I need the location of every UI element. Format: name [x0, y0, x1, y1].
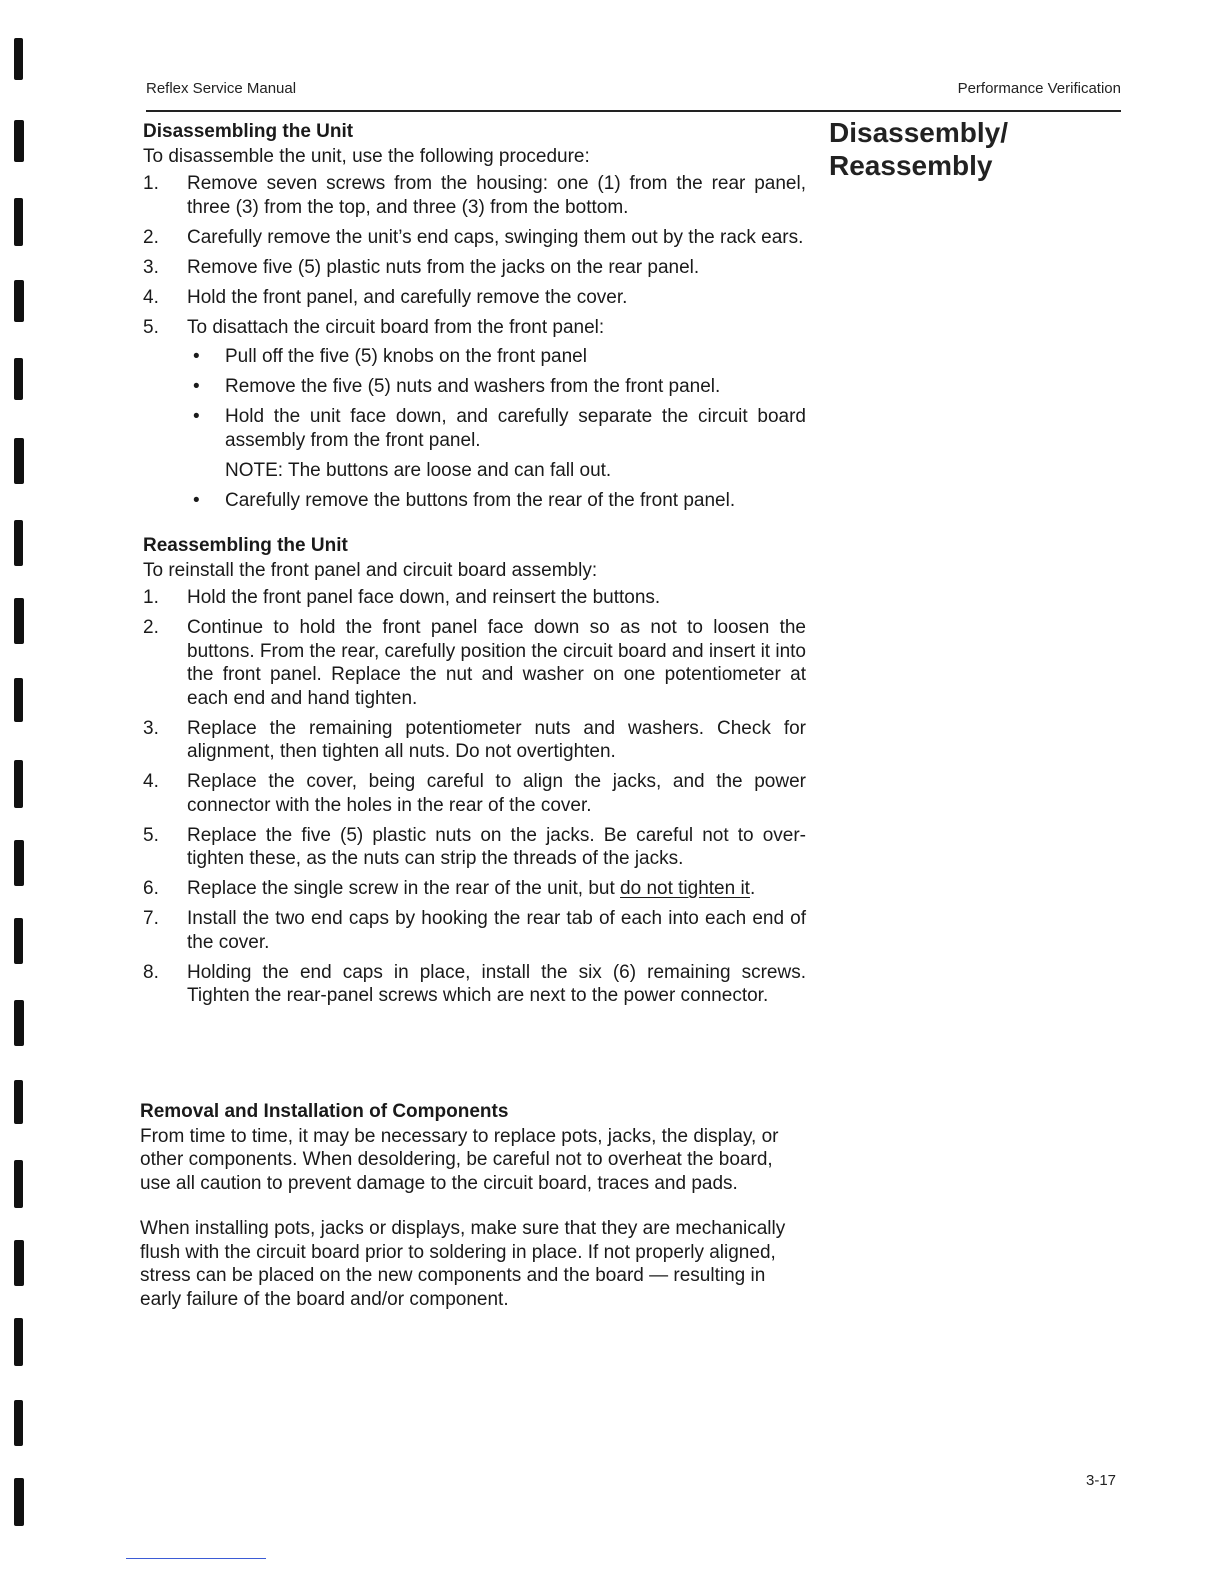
- binding-mark: [14, 1478, 24, 1526]
- buttons-note: NOTE: The buttons are loose and can fall out.: [225, 459, 612, 481]
- binding-mark: [14, 520, 23, 566]
- binding-mark: [14, 280, 24, 322]
- components-paragraph-1: From time to time, it may be necessary to replace pots, jacks, the display, or other components. When desoldering, be careful not to overheat the board, use all caution to prevent damage to the circuit board, traces and pads.: [140, 1125, 779, 1194]
- main-column: [143, 120, 806, 1014]
- step-text: Replace the single screw in the rear of the unit, but: [187, 878, 621, 899]
- step-number: 6.: [143, 878, 159, 899]
- step-item: [143, 877, 806, 901]
- step-number: 4.: [143, 286, 159, 308]
- bullet-text: Remove the five (5) nuts and washers from the front panel.: [225, 376, 721, 397]
- step-text: Holding the end caps in place, install the six (6) remaining screws. Tighten the rear-panel screws which are next to the power connector.: [187, 961, 806, 1006]
- binding-mark: [14, 198, 23, 246]
- step-number: 7.: [143, 908, 159, 929]
- step-number: 1.: [143, 587, 159, 608]
- bullet-item: [187, 489, 806, 513]
- binding-mark: [14, 438, 24, 484]
- side-title-line-2: Reassembly: [829, 150, 993, 181]
- bullet-icon: •: [193, 376, 200, 397]
- step-number: 5.: [143, 316, 159, 338]
- step-text: Continue to hold the front panel face down so as not to loosen the buttons. From the rear, carefully position the circuit board and insert it into the front panel. Replace the nut and washer on one potentiometer at each end and hand tighten.: [187, 617, 806, 709]
- binding-mark: [14, 358, 23, 400]
- step-text: Carefully remove the unit’s end caps, swinging them out by the rack ears.: [187, 226, 804, 248]
- bullet-icon: •: [193, 489, 200, 511]
- bullet-icon: •: [193, 346, 200, 367]
- bullet-text: Pull off the five (5) knobs on the front panel: [225, 346, 587, 367]
- reassembling-intro: To reinstall the front panel and circuit board assembly:: [143, 559, 598, 581]
- sub-bullet-list: [187, 345, 806, 452]
- side-section-title: [829, 116, 1129, 182]
- step-item: [143, 316, 806, 513]
- header-manual-title: Reflex Service Manual: [146, 80, 297, 97]
- bullet-text: Hold the unit face down, and carefully separate the circuit board assembly from the front panel.: [225, 406, 806, 451]
- components-paragraph-2: When installing pots, jacks or displays, make sure that they are mechanically flush with the circuit board prior to soldering in place. If not properly aligned, stress can be placed on the new components and the board — resulting in early failure of the board and/or component.: [140, 1218, 786, 1310]
- binding-mark: [14, 760, 23, 808]
- step-number: 5.: [143, 824, 159, 846]
- binding-mark: [14, 598, 24, 644]
- step-item: [143, 172, 806, 219]
- header-chapter-title: Performance Verification: [957, 80, 1121, 97]
- binding-mark: [14, 840, 24, 886]
- step-item: [143, 586, 806, 610]
- scan-binding-marks: [14, 0, 38, 1584]
- reassembling-steps: [143, 586, 806, 1008]
- binding-mark: [14, 1400, 23, 1446]
- step-text: Remove seven screws from the housing: one (1) from the rear panel, three (3) from the top, and three (3) from the bottom.: [187, 173, 806, 218]
- step-item: [143, 770, 806, 817]
- step-number: 3.: [143, 256, 159, 278]
- disassembling-steps: [143, 172, 806, 512]
- step-number: 3.: [143, 717, 159, 739]
- step-item: [143, 616, 806, 710]
- binding-mark: [14, 678, 23, 722]
- running-header: [146, 76, 1121, 112]
- step-item: [143, 824, 806, 871]
- disassembling-intro: To disassemble the unit, use the following procedure:: [143, 145, 590, 167]
- step-text: Remove five (5) plastic nuts from the jacks on the rear panel.: [187, 256, 700, 278]
- step-text: Replace the five (5) plastic nuts on the jacks. Be careful not to over-tighten these, as the nuts can strip the threads of the jacks.: [187, 824, 806, 869]
- disassembling-heading: Disassembling the Unit: [143, 121, 354, 142]
- binding-mark: [14, 1318, 23, 1366]
- step-text: Install the two end caps by hooking the rear tab of each into each end of the cover.: [187, 908, 806, 953]
- components-section: [140, 1100, 803, 1311]
- reassembling-heading: Reassembling the Unit: [143, 535, 348, 556]
- step-item: [143, 907, 806, 954]
- step-text: To disattach the circuit board from the front panel:: [187, 316, 605, 338]
- components-heading: Removal and Installation of Components: [140, 1101, 509, 1122]
- binding-mark: [14, 120, 24, 162]
- step-text: Hold the front panel, and carefully remove the cover.: [187, 286, 628, 308]
- step-number: 2.: [143, 226, 159, 248]
- step-number: 2.: [143, 617, 159, 638]
- step-text: Replace the remaining potentiometer nuts and washers. Check for alignment, then tighten all nuts. Do not overtighten.: [187, 717, 806, 762]
- binding-mark: [14, 38, 23, 80]
- step-item: [143, 286, 806, 310]
- binding-mark: [14, 1160, 23, 1208]
- bullet-text: Carefully remove the buttons from the rear of the front panel.: [225, 489, 736, 511]
- bullet-icon: •: [193, 406, 200, 427]
- step-text-tail: .: [749, 878, 756, 899]
- step-item: [143, 256, 806, 280]
- step-emphasis: do not tighten it: [620, 878, 750, 899]
- binding-mark: [14, 918, 23, 964]
- step-item: [143, 961, 806, 1008]
- binding-mark: [14, 1240, 24, 1286]
- step-text: Hold the front panel face down, and reinsert the buttons.: [187, 587, 661, 608]
- bullet-item: [187, 375, 806, 399]
- reassembling-section: [143, 534, 806, 1008]
- step-number: 4.: [143, 771, 159, 792]
- step-number: 1.: [143, 173, 159, 194]
- bullet-item: [187, 405, 806, 452]
- footer-rule: [126, 1558, 266, 1559]
- side-title-line-1: Disassembly/: [829, 117, 1008, 148]
- page-number: 3-17: [1086, 1472, 1117, 1489]
- binding-mark: [14, 1000, 24, 1046]
- bullet-item: [187, 345, 806, 369]
- sub-bullet-list: [187, 489, 806, 513]
- step-text: Replace the cover, being careful to align the jacks, and the power connector with the holes in the rear of the cover.: [187, 771, 806, 816]
- step-number: 8.: [143, 961, 159, 983]
- binding-mark: [14, 1080, 23, 1124]
- disassembling-section: [143, 120, 806, 512]
- step-item: [143, 717, 806, 764]
- step-item: [143, 226, 806, 250]
